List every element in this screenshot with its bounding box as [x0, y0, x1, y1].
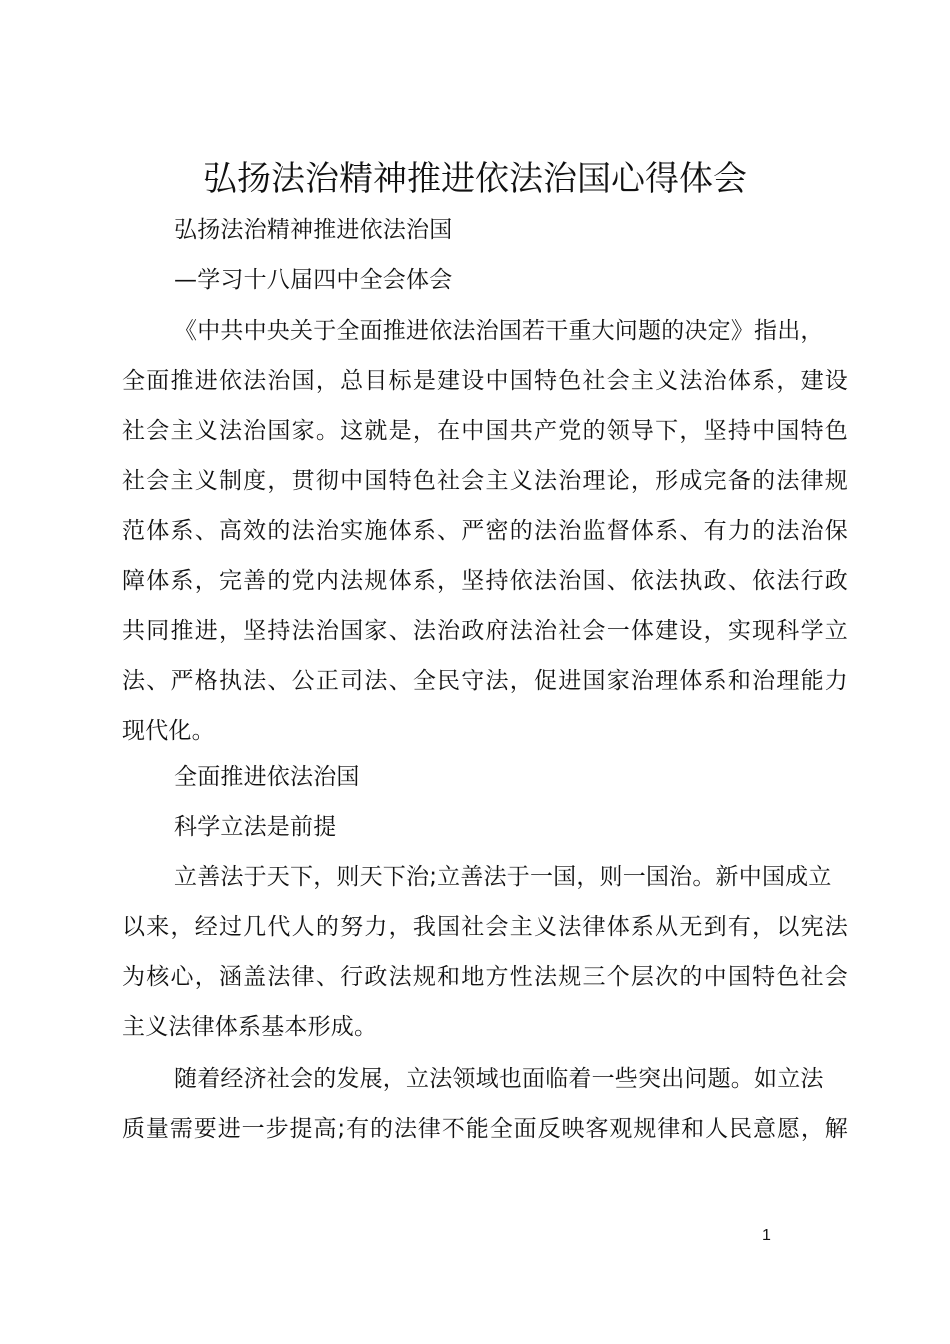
paragraph-line: 以来，经过几代人的努力，我国社会主义法律体系从无到有，以宪法 [122, 914, 848, 940]
paragraph-line: 全面推进依法治国，总目标是建设中国特色社会主义法治体系，建设 [122, 368, 848, 394]
page-number: 1 [762, 1227, 771, 1244]
section-subheading: 科学立法是前提 [174, 814, 337, 840]
paragraph-line: 《中共中央关于全面推进依法治国若干重大问题的决定》指出， [174, 318, 824, 344]
paragraph-line: 范体系、高效的法治实施体系、严密的法治监督体系、有力的法治保 [122, 518, 848, 544]
paragraph-line: 随着经济社会的发展，立法领域也面临着一些突出问题。如立法 [174, 1066, 824, 1092]
paragraph-line: 为核心，涵盖法律、行政法规和地方性法规三个层次的中国特色社会 [122, 964, 848, 990]
paragraph-line: 立善法于天下，则天下治;立善法于一国，则一国治。新中国成立 [174, 864, 832, 890]
paragraph-line: 法、严格执法、公正司法、全民守法，促进国家治理体系和治理能力 [122, 668, 848, 694]
byline: —学习十八届四中全会体会 [174, 267, 453, 293]
paragraph-line: 社会主义制度，贯彻中国特色社会主义法治理论，形成完备的法律规 [122, 468, 848, 494]
subtitle: 弘扬法治精神推进依法治国 [174, 217, 453, 243]
paragraph-1 [122, 306, 848, 756]
paragraph-line: 现代化。 [122, 718, 215, 744]
section-headings [122, 752, 848, 852]
document-body-top [122, 205, 848, 305]
document-title: 弘扬法治精神推进依法治国心得体会 [203, 159, 747, 199]
section-heading: 全面推进依法治国 [174, 764, 360, 790]
paragraph-line: 主义法律体系基本形成。 [122, 1014, 378, 1040]
paragraph-2 [122, 852, 848, 1052]
paragraph-3 [122, 1054, 848, 1154]
paragraph-line: 质量需要进一步提高;有的法律不能全面反映客观规律和人民意愿，解 [122, 1116, 848, 1142]
paragraph-line: 障体系，完善的党内法规体系，坚持依法治国、依法执政、依法行政 [122, 568, 848, 594]
paragraph-line: 共同推进，坚持法治国家、法治政府法治社会一体建设，实现科学立 [122, 618, 848, 644]
paragraph-line: 社会主义法治国家。这就是，在中国共产党的领导下，坚持中国特色 [122, 418, 848, 444]
